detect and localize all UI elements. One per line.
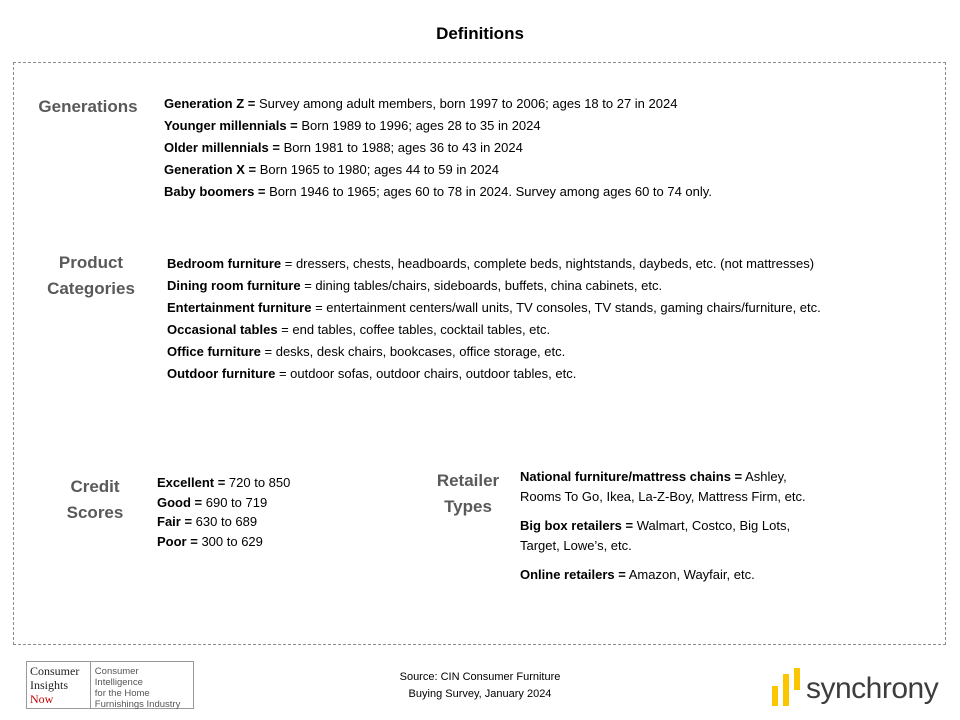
definition-text: = dressers, chests, headboards, complete beds, nightstands, daybeds, etc. (not mattresses) — [281, 256, 815, 271]
label-line: Product — [58, 253, 124, 272]
definition-term: Big box retailers = — [520, 518, 634, 533]
definition-text: Born 1989 to 1996; ages 28 to 35 in 2024 — [297, 118, 541, 133]
credit-scores-label — [50, 474, 140, 526]
definition-text: Target, Lowe’s, etc. — [520, 538, 632, 553]
definition-text: = desks, desk chairs, bookcases, office storage, etc. — [260, 344, 566, 359]
cin-desc-line: Consumer Intelligence — [94, 666, 143, 688]
older-millennials-row — [164, 137, 712, 159]
cin-logo-mark — [27, 662, 91, 708]
outdoor-furniture-row — [167, 363, 821, 385]
definition-text: Walmart, Costco, Big Lots, — [633, 518, 791, 533]
definition-term: Occasional tables — [167, 322, 278, 337]
definition-term: Bedroom furniture — [167, 256, 282, 271]
generations-list — [164, 93, 712, 203]
bedroom-furniture-row — [167, 253, 821, 275]
label-line: Types — [444, 497, 492, 516]
baby-boomers-row — [164, 181, 712, 203]
definition-term: Poor = — [157, 533, 198, 549]
source-line: Buying Survey, January 2024 — [408, 688, 552, 700]
definition-text: Ashley, — [742, 469, 787, 484]
page-title: Definitions — [436, 24, 524, 43]
definition-term: Generation X = — [164, 162, 257, 177]
label-line: Scores — [66, 503, 124, 522]
definition-text: = entertainment centers/wall units, TV consoles, TV stands, gaming chairs/furniture, etc. — [311, 300, 821, 315]
definition-term: Younger millennials = — [164, 118, 298, 133]
cin-logo-line: Insights — [30, 678, 69, 692]
generation-x-row — [164, 159, 712, 181]
cin-logo-line: Consumer — [30, 664, 80, 678]
definition-text: = outdoor sofas, outdoor chairs, outdoor tables, etc. — [275, 366, 577, 381]
definition-term: Dining room furniture — [167, 278, 301, 293]
definition-text: 690 to 719 — [202, 494, 268, 510]
product-categories-list — [167, 253, 821, 385]
dining-room-furniture-row — [167, 275, 821, 297]
definition-term: Fair = — [157, 514, 193, 529]
definition-text: 720 to 850 — [225, 475, 291, 490]
definition-term: National furniture/mattress chains = — [520, 469, 743, 484]
national-chains-block — [520, 467, 806, 507]
retailer-types-list — [520, 467, 806, 585]
big-box-block — [520, 516, 806, 556]
entertainment-furniture-row — [167, 297, 821, 319]
generation-z-row — [164, 93, 712, 115]
definition-text: 630 to 689 — [192, 514, 258, 529]
definition-term: Baby boomers = — [164, 184, 266, 199]
definition-text: 300 to 629 — [197, 533, 263, 549]
source-line: Source: CIN Consumer Furniture — [399, 671, 561, 683]
generations-label: Generations — [38, 97, 138, 116]
definition-text: Born 1981 to 1988; ages 36 to 43 in 2024 — [279, 140, 523, 155]
definition-text: Survey among adult members, born 1997 to 2006; ages 18 to 27 in 2024 — [255, 96, 678, 111]
cin-desc-line: for the Home — [94, 688, 150, 699]
younger-millennials-row — [164, 115, 712, 137]
synchrony-logo — [772, 666, 938, 706]
definition-term: Office furniture — [167, 344, 261, 359]
cin-logo — [26, 661, 194, 709]
synchrony-wordmark: synchrony — [806, 672, 939, 705]
definition-term: Generation Z = — [164, 96, 256, 111]
office-furniture-row — [167, 341, 821, 363]
cin-desc-line: Furnishings Industry — [94, 699, 181, 710]
definition-term: Good = — [157, 494, 203, 510]
source-note — [380, 669, 580, 703]
definition-text: = end tables, coffee tables, cocktail tables, etc. — [277, 322, 551, 337]
definition-term: Older millennials = — [164, 140, 280, 155]
online-retailers-block — [520, 565, 806, 585]
synchrony-bars-icon — [772, 668, 800, 706]
cin-logo-line: Now — [30, 692, 54, 706]
poor-row — [157, 532, 290, 552]
definition-term: Online retailers = — [520, 567, 626, 582]
label-line: Credit — [70, 477, 120, 496]
label-line: Retailer — [436, 471, 500, 490]
good-row — [157, 493, 290, 513]
definition-term: Entertainment furniture — [167, 300, 312, 315]
definition-text: Amazon, Wayfair, etc. — [625, 567, 755, 582]
definition-term: Outdoor furniture — [167, 366, 276, 381]
excellent-row — [157, 473, 290, 493]
definition-text: Born 1965 to 1980; ages 44 to 59 in 2024 — [256, 162, 499, 177]
product-categories-label — [36, 250, 146, 302]
label-line: Categories — [47, 279, 135, 298]
definition-text: = dining tables/chairs, sideboards, buffets, china cabinets, etc. — [300, 278, 663, 293]
cin-logo-description — [91, 662, 193, 708]
fair-row — [157, 512, 290, 532]
retailer-types-label — [424, 468, 512, 520]
definition-term: Excellent = — [157, 475, 226, 490]
credit-scores-list — [157, 473, 290, 551]
occasional-tables-row — [167, 319, 821, 341]
definition-text: Rooms To Go, Ikea, La-Z-Boy, Mattress Firm, etc. — [520, 489, 806, 504]
definition-text: Born 1946 to 1965; ages 60 to 78 in 2024. Survey among ages 60 to 74 only. — [265, 184, 712, 199]
